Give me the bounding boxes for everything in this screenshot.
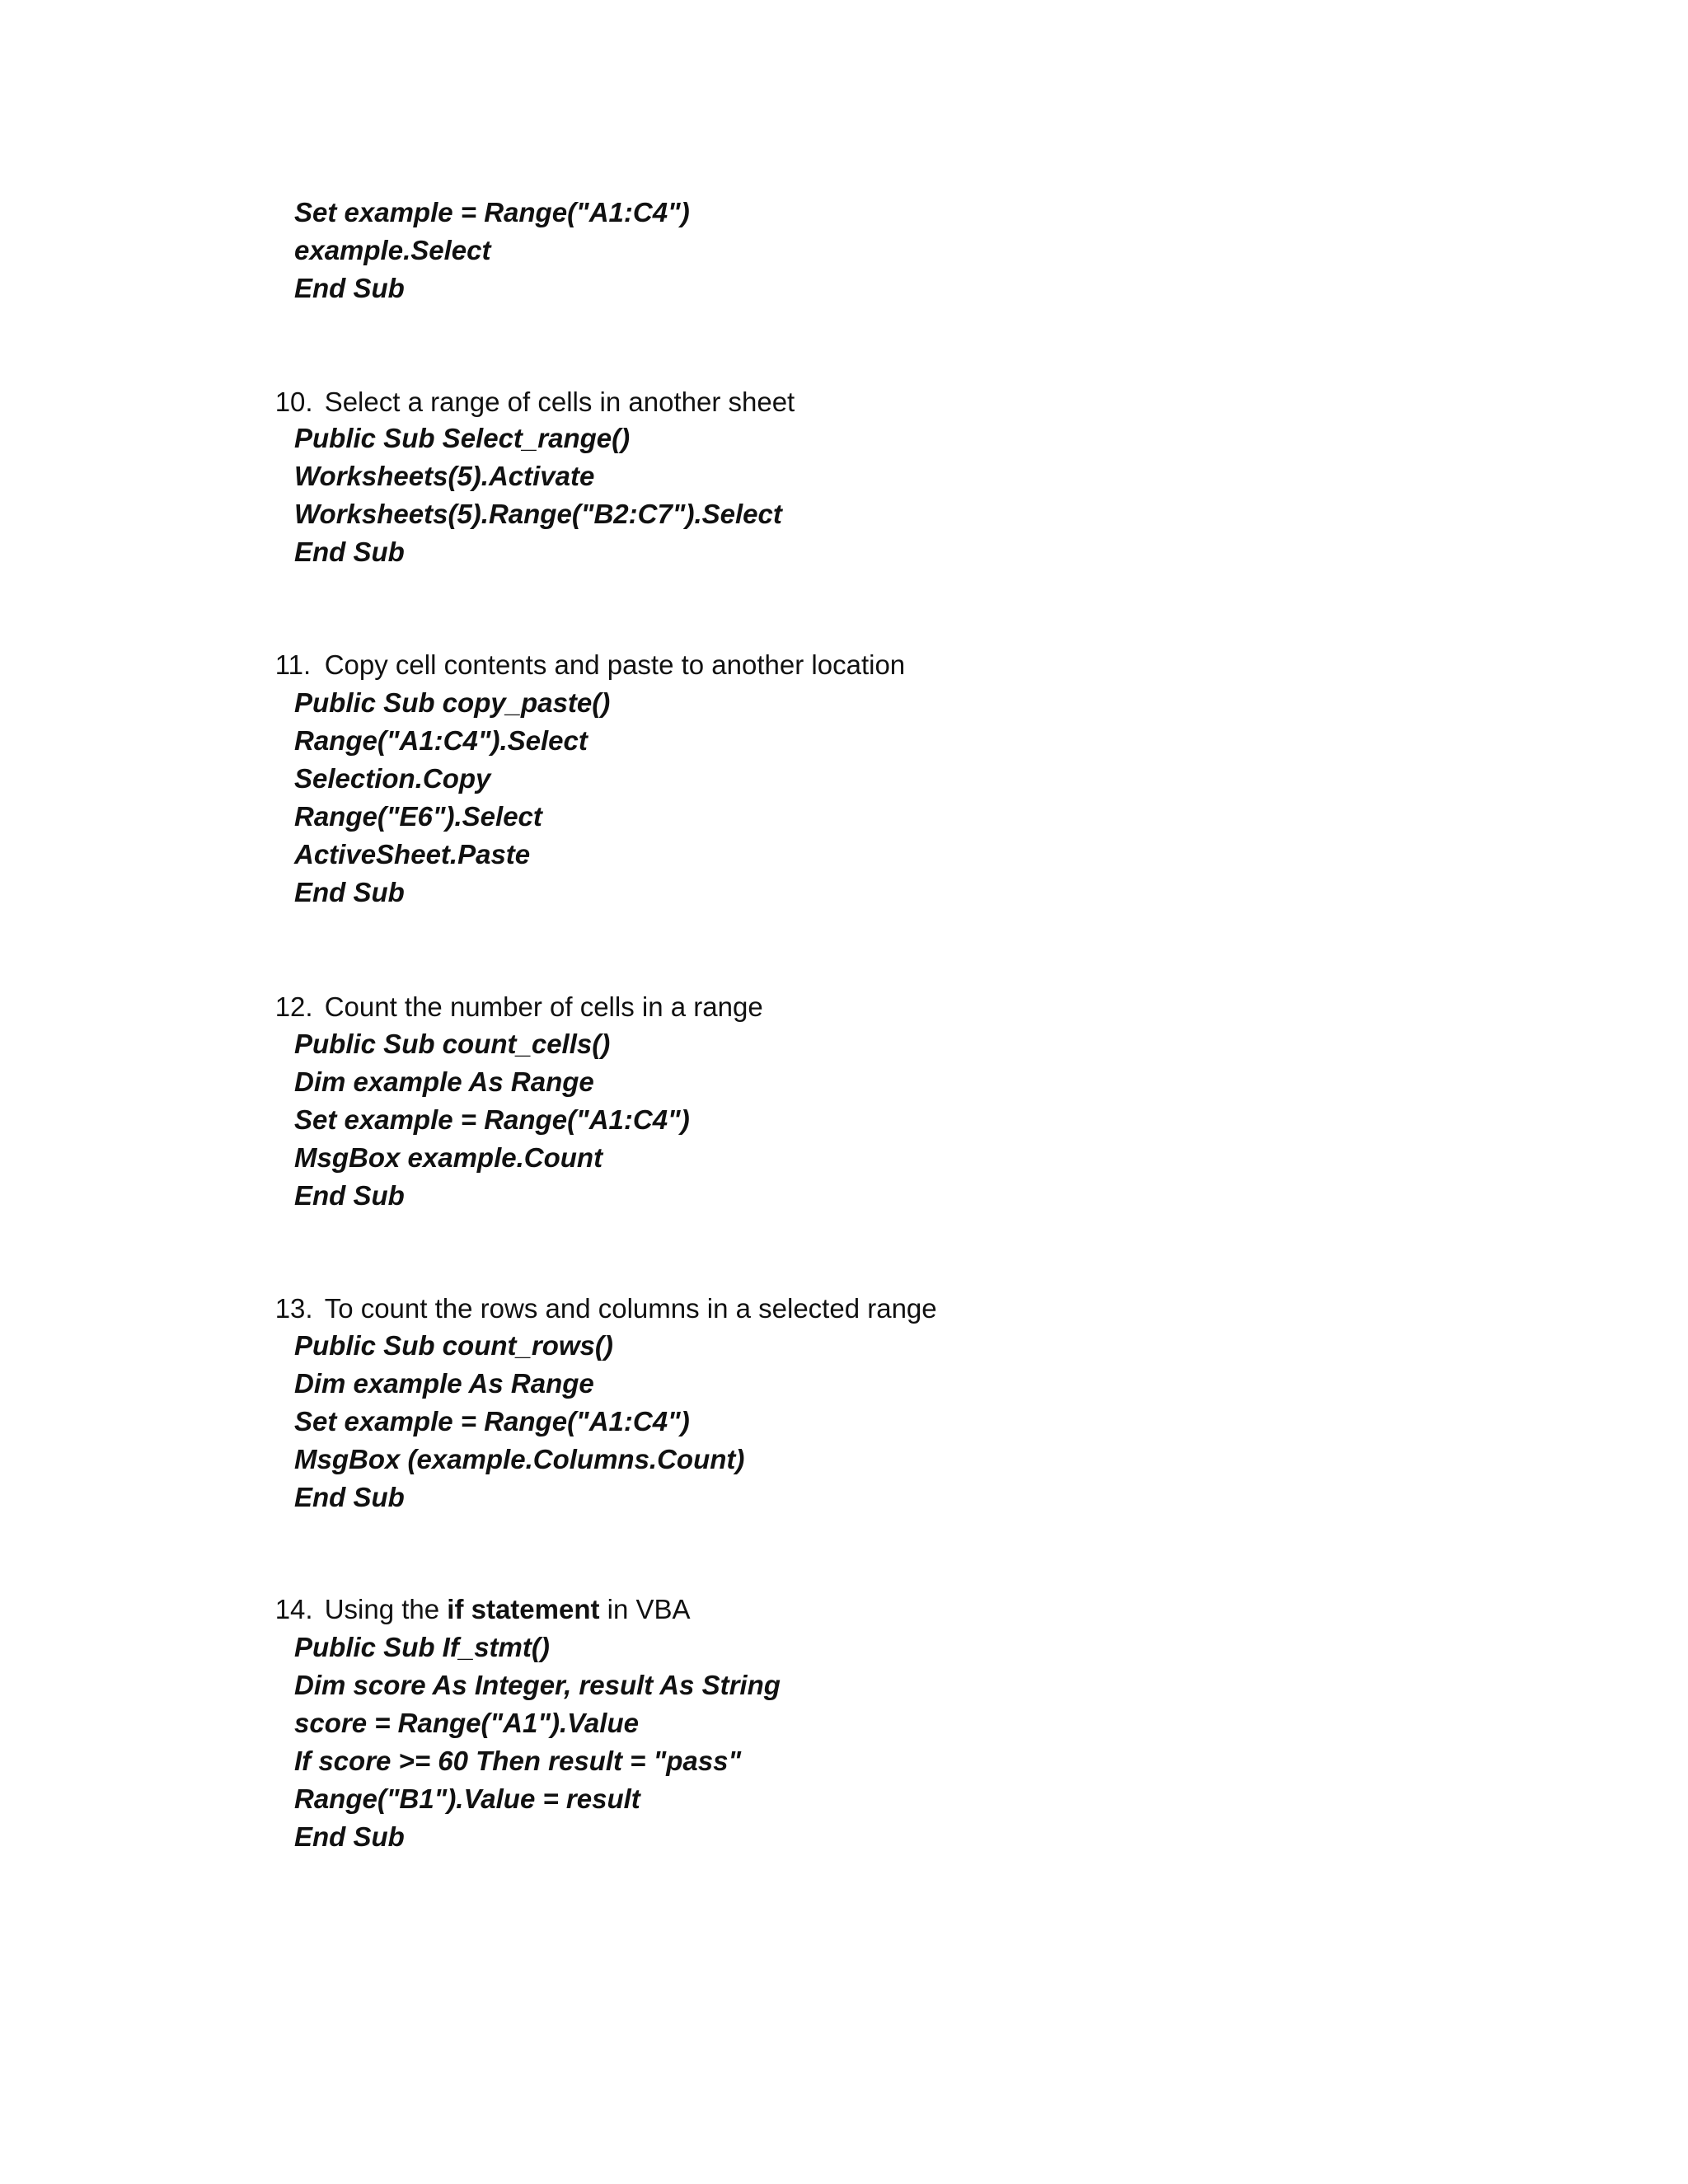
code-line: Worksheets(5).Range("B2:C7").Select — [294, 499, 782, 529]
code-line: Public Sub count_cells() — [294, 1029, 611, 1059]
code-line: Set example = Range("A1:C4") — [294, 1406, 690, 1436]
code-line: Dim example As Range — [294, 1368, 594, 1399]
list-item-text: Using the — [324, 1594, 448, 1624]
list-item-number: 10. — [274, 387, 313, 417]
code-line: Public Sub If_stmt() — [294, 1632, 550, 1662]
list-item-heading-14 — [245, 1553, 691, 1624]
code-line: End Sub — [294, 273, 405, 303]
code-line: Range("E6").Select — [294, 801, 542, 832]
code-line: Public Sub copy_paste() — [294, 687, 611, 718]
list-item-heading-13 — [245, 1252, 937, 1324]
code-block-continuation — [294, 194, 690, 307]
code-line: If score >= 60 Then result = "pass" — [294, 1746, 742, 1776]
code-line: ActiveSheet.Paste — [294, 839, 531, 869]
code-line: MsgBox example.Count — [294, 1142, 603, 1173]
code-line: score = Range("A1").Value — [294, 1708, 639, 1738]
code-line: End Sub — [294, 1482, 405, 1512]
list-item-text: Copy cell contents and paste to another location — [324, 649, 906, 680]
list-item-heading-10 — [245, 345, 795, 417]
code-block-10 — [294, 419, 782, 571]
code-line: Dim example As Range — [294, 1066, 594, 1097]
code-line: Public Sub Select_range() — [294, 423, 631, 453]
code-line: Set example = Range("A1:C4") — [294, 1104, 690, 1135]
list-item-number: 11. — [274, 649, 312, 680]
code-line: Selection.Copy — [294, 763, 491, 794]
code-block-11 — [294, 684, 610, 912]
list-item-heading-11 — [245, 608, 906, 680]
list-item-heading-12 — [245, 950, 763, 1022]
list-item-text: Select a range of cells in another sheet — [324, 387, 795, 417]
code-line: End Sub — [294, 1180, 405, 1211]
code-line: Set example = Range("A1:C4") — [294, 197, 690, 227]
code-line: Range("B1").Value = result — [294, 1783, 640, 1814]
code-line: Public Sub count_rows() — [294, 1330, 613, 1361]
code-block-14 — [294, 1629, 781, 1856]
list-item-number: 14. — [274, 1594, 313, 1624]
code-line: Dim score As Integer, result As String — [294, 1670, 781, 1700]
code-line: example.Select — [294, 235, 491, 265]
list-item-number: 13. — [274, 1293, 313, 1324]
code-line: End Sub — [294, 877, 405, 907]
code-line: Range("A1:C4").Select — [294, 725, 588, 756]
list-item-number: 12. — [274, 991, 313, 1022]
code-block-13 — [294, 1327, 744, 1516]
list-item-text: Count the number of cells in a range — [324, 991, 763, 1022]
list-item-text: in VBA — [599, 1594, 691, 1624]
code-block-12 — [294, 1025, 690, 1215]
list-item-text: To count the rows and columns in a selected range — [324, 1293, 937, 1324]
code-line: End Sub — [294, 537, 405, 567]
code-line: End Sub — [294, 1821, 405, 1852]
code-line: MsgBox (example.Columns.Count) — [294, 1444, 745, 1474]
list-item-text-bold: if statement — [447, 1594, 600, 1624]
code-line: Worksheets(5).Activate — [294, 461, 595, 491]
